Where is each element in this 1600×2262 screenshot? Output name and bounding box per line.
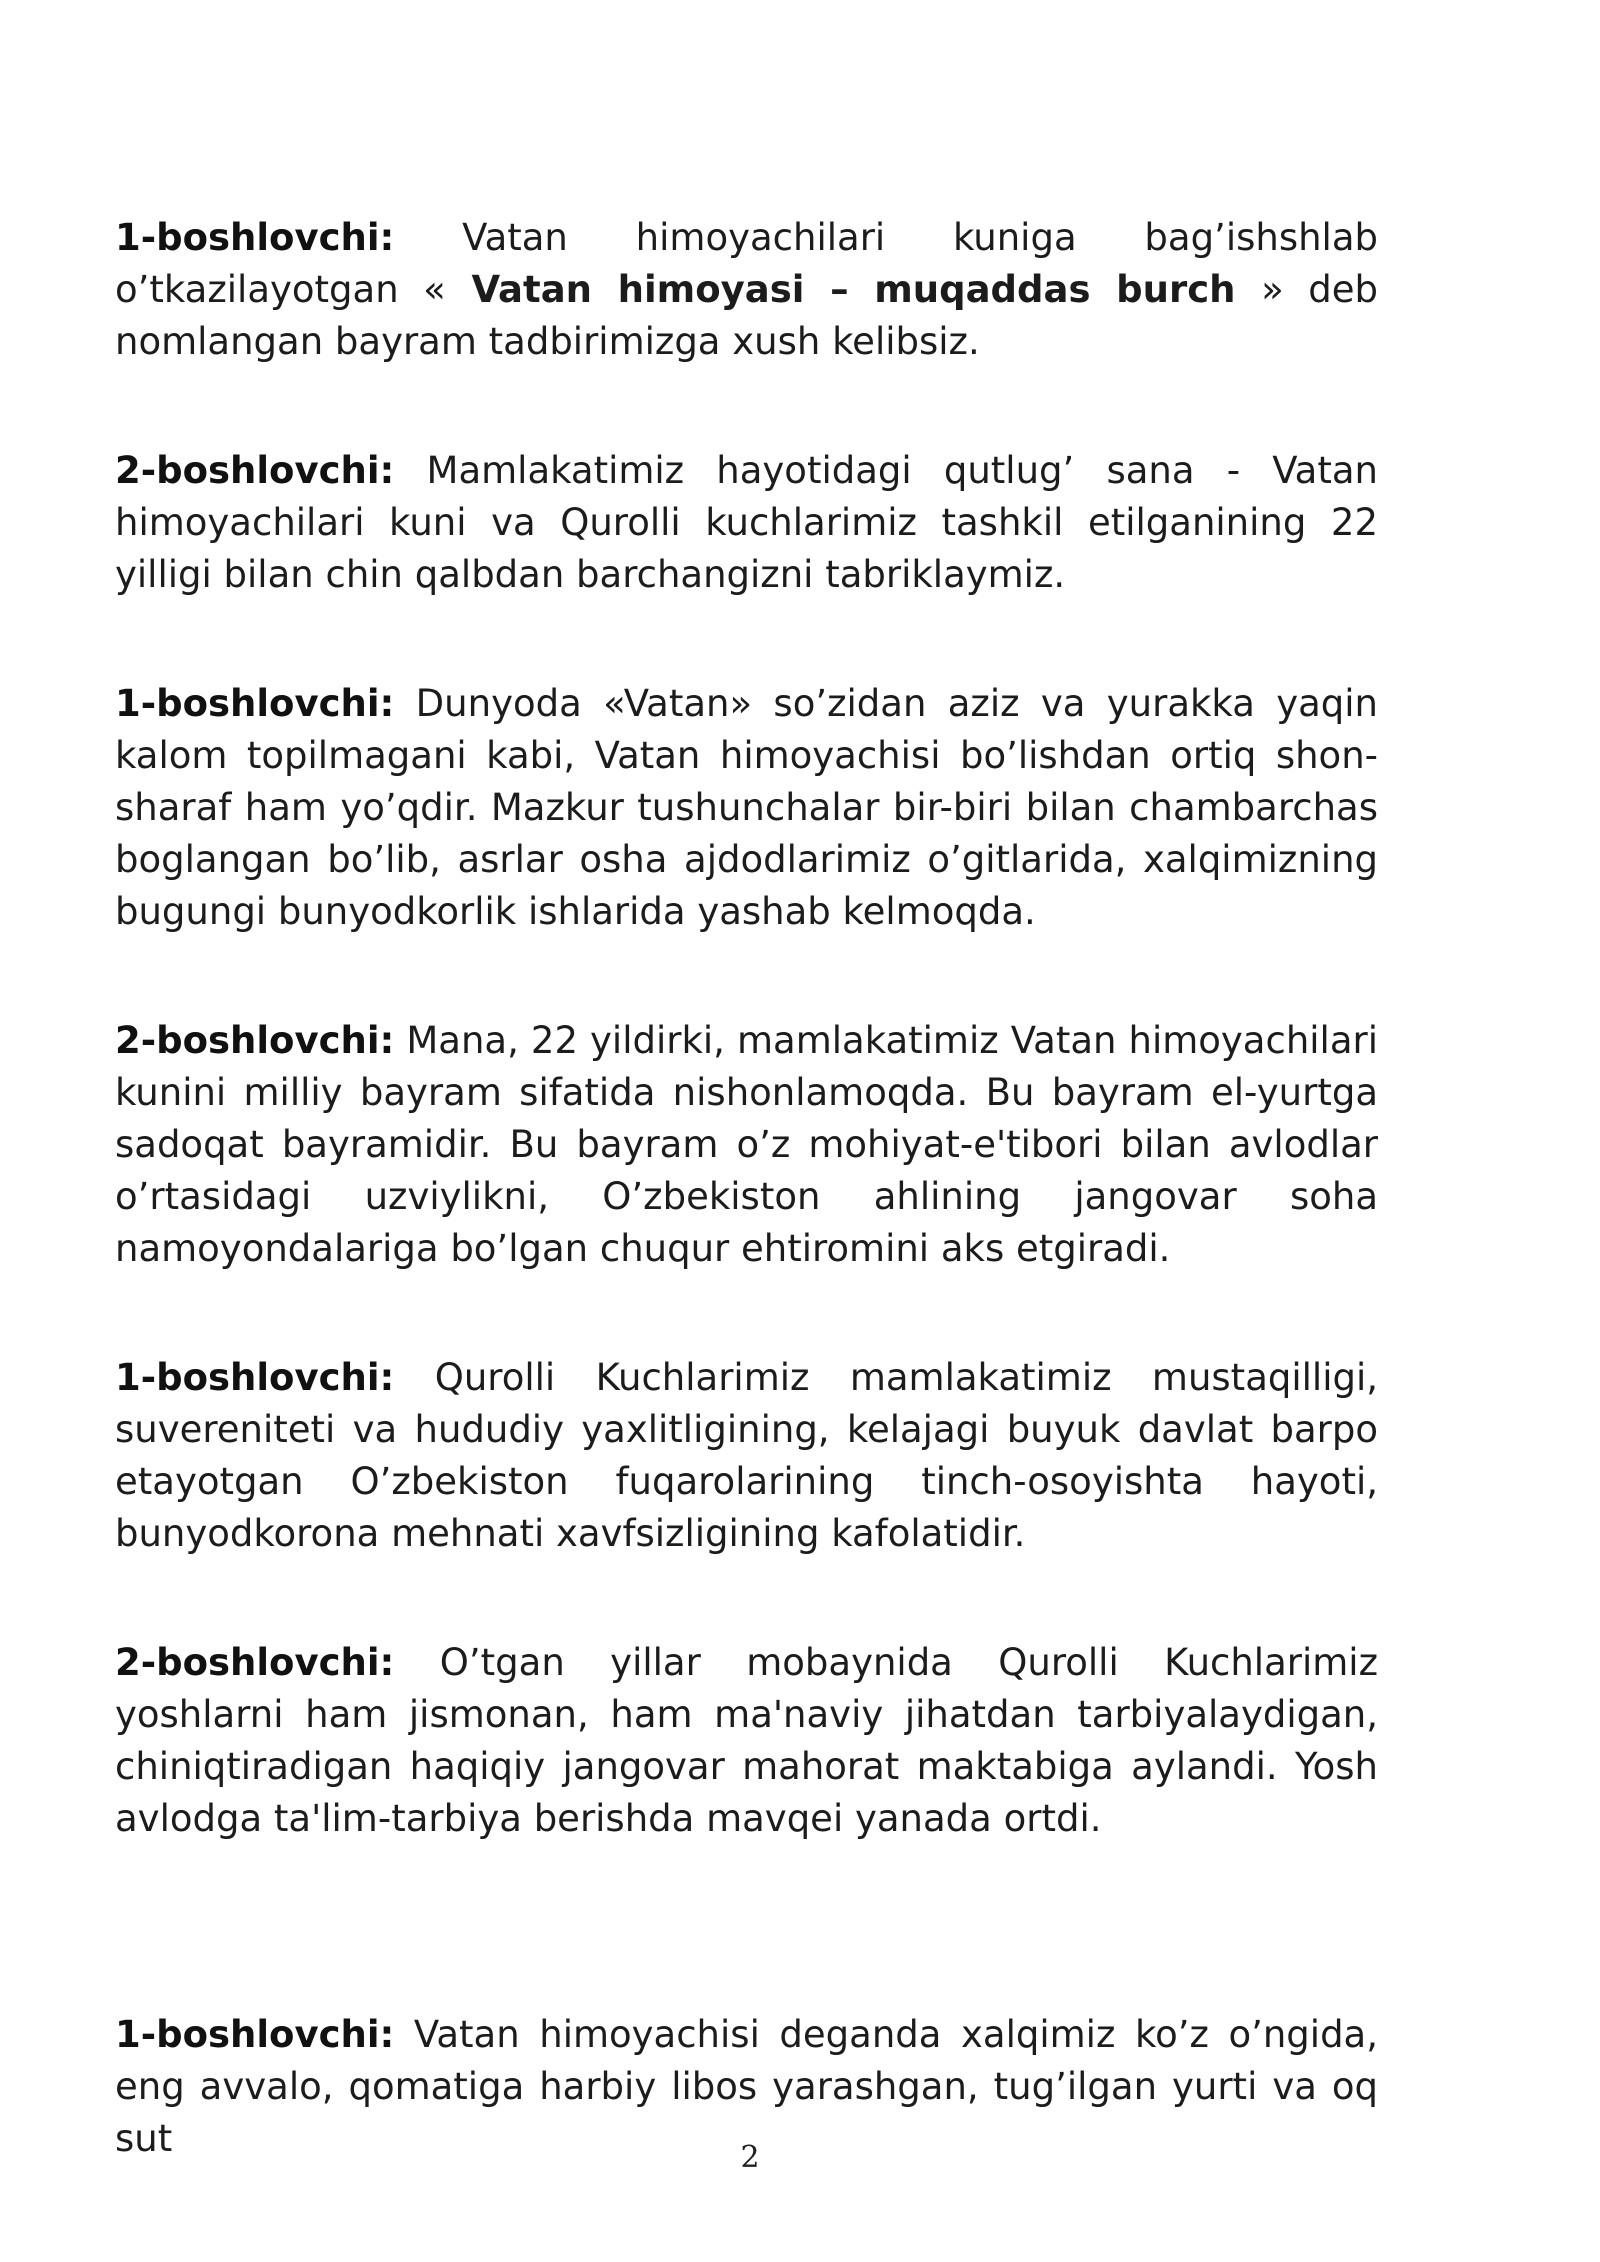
document-body bbox=[115, 212, 1378, 2165]
paragraph-text: Vatan himoyachisi deganda xalqimiz ko’z o’ngida, eng avvalo, qomatiga harbiy libos yarashgan, tug’ilgan yurti va oq sut bbox=[115, 2013, 1378, 2160]
speaker-label: 1-boshlovchi: bbox=[115, 216, 395, 259]
paragraph bbox=[115, 212, 1378, 368]
paragraph bbox=[115, 1352, 1378, 1560]
paragraph bbox=[115, 678, 1378, 938]
paragraph-text: O’tgan yillar mobaynida Qurolli Kuchlarimiz yoshlarni ham jismonan, ham ma'naviy jihatdan tarbiyalaydigan, chiniqtiradigan haqiqiy jangovar mahorat maktabiga aylandi. Yosh avlodga ta'lim-tarbiya berishda mavqei yanada ortdi. bbox=[115, 1641, 1378, 1840]
paragraph-text: Vatan himoyachilari kuniga bag’ishshlab o’tkazilayotgan « bbox=[115, 216, 1378, 311]
speaker-label: 1-boshlovchi: bbox=[115, 682, 395, 725]
event-title: Vatan himoyasi – muqaddas burch bbox=[445, 268, 1262, 311]
speaker-label: 1-boshlovchi: bbox=[115, 2013, 395, 2056]
paragraph bbox=[115, 1637, 1378, 1845]
paragraph-text: » deb nomlangan bayram tadbirimizga xush kelibsiz. bbox=[115, 268, 1378, 363]
paragraph-text: Mamlakatimiz hayotidagi qutlug’ sana - Vatan himoyachilari kuni va Qurolli kuchlarimiz tashkil etilganining 22 yilligi bilan chin qalbdan barchangizni tabriklaymiz. bbox=[115, 449, 1378, 596]
speaker-label: 1-boshlovchi: bbox=[115, 1356, 395, 1399]
paragraph bbox=[115, 445, 1378, 601]
paragraph-text: Qurolli Kuchlarimiz mamlakatimiz mustaqilligi, suvereniteti va hududiy yaxlitligining, kelajagi buyuk davlat barpo etayotgan O’zbekiston fuqarolarining tinch-osoyishta hayoti, bunyodkorona mehnati xavfsizligining kafolatidir. bbox=[115, 1356, 1378, 1555]
speaker-label: 2-boshlovchi: bbox=[115, 1641, 395, 1684]
speaker-label: 2-boshlovchi: bbox=[115, 449, 395, 492]
paragraph-text: Dunyoda «Vatan» so’zidan aziz va yurakka yaqin kalom topilmagani kabi, Vatan himoyachisi bo’lishdan ortiq shon-sharaf ham yo’qdir. Mazkur tushunchalar bir-biri bilan chambarchas boglangan bo’lib, asrlar osha ajdodlarimiz o’gitlarida, xalqimizning bugungi bunyodkorlik ishlarida yashab kelmoqda. bbox=[115, 682, 1378, 933]
page-number: 2 bbox=[740, 2140, 760, 2175]
paragraph-text: Mana, 22 yildirki, mamlakatimiz Vatan himoyachilari kunini milliy bayram sifatida nishonlamoqda. Bu bayram el-yurtga sadoqat bayramidir. Bu bayram o’z mohiyat-e'tibori bilan avlodlar o’rtasidagi uzviylikni, O’zbekiston ahlining jangovar soha namoyondalariga bo’lgan chuqur ehtiromini aks etgiradi. bbox=[115, 1019, 1378, 1270]
speaker-label: 2-boshlovchi: bbox=[115, 1019, 395, 1062]
paragraph bbox=[115, 1015, 1378, 1275]
